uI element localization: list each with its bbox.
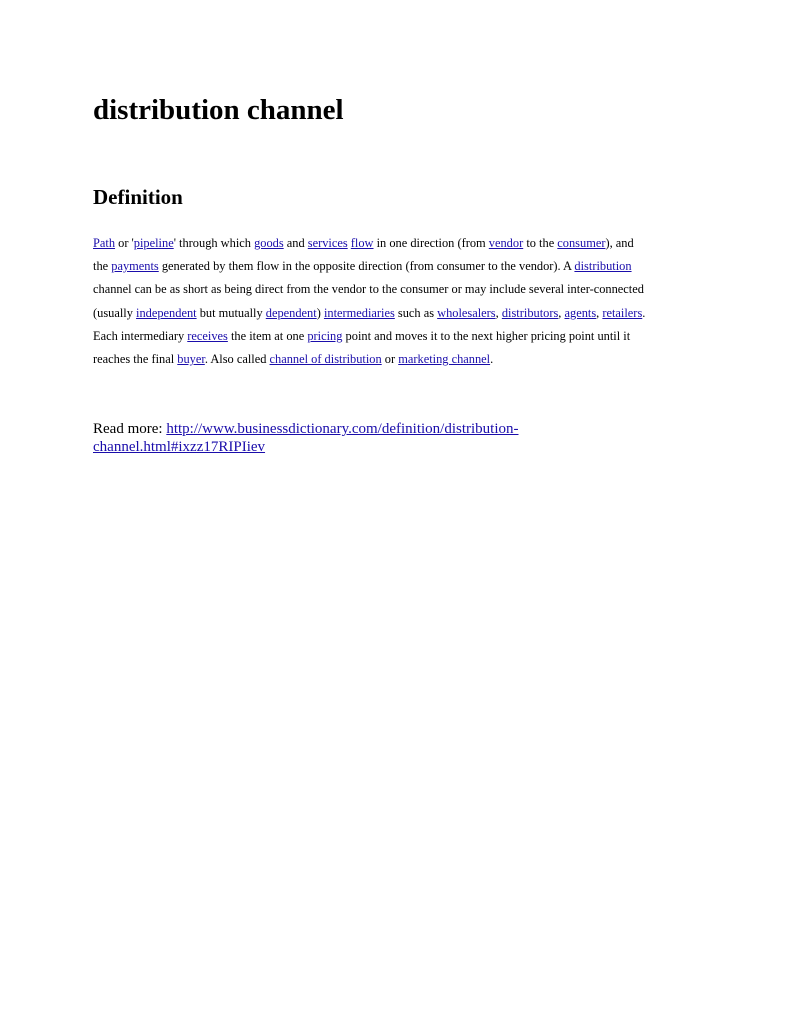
text-fragment: the item at one bbox=[227, 328, 308, 343]
definition-line-2 bbox=[93, 255, 703, 278]
link-pricing[interactable]: pricing bbox=[307, 328, 343, 343]
read-more-link-part-2[interactable]: channel.html#ixzz17RIPIiev bbox=[93, 439, 266, 455]
text-fragment: . Also called bbox=[204, 352, 270, 367]
link-dependent[interactable]: dependent bbox=[265, 305, 317, 320]
definition-line-6 bbox=[93, 348, 703, 371]
link-intermediaries[interactable]: intermediaries bbox=[323, 305, 395, 320]
read-more-line-1 bbox=[93, 420, 703, 438]
page-title: distribution channel bbox=[93, 94, 344, 126]
text-fragment: Each intermediary bbox=[93, 328, 188, 343]
text-fragment: and bbox=[283, 236, 308, 250]
link-channel-of-distribution[interactable]: channel of distribution bbox=[269, 352, 382, 367]
text-fragment: (usually bbox=[93, 305, 137, 320]
link-buyer[interactable]: buyer bbox=[177, 352, 205, 367]
definition-line-5 bbox=[93, 325, 703, 348]
link-path[interactable]: Path bbox=[93, 236, 116, 250]
text-fragment: . bbox=[642, 305, 646, 320]
read-more bbox=[93, 420, 703, 456]
text-fragment: but mutually bbox=[196, 305, 266, 320]
link-consumer[interactable]: consumer bbox=[557, 236, 606, 250]
text-fragment: or bbox=[381, 352, 399, 367]
link-goods[interactable]: goods bbox=[254, 236, 284, 250]
text-fragment: , bbox=[558, 305, 565, 320]
link-services[interactable]: services bbox=[307, 236, 348, 250]
text-fragment: ) bbox=[316, 305, 324, 320]
link-marketing-channel[interactable]: marketing channel bbox=[398, 352, 491, 367]
text-fragment: in one direction (from bbox=[373, 236, 489, 250]
text-fragment: generated by them flow in the opposite direction (from consumer to the vendor). A bbox=[158, 259, 575, 274]
text-fragment: , bbox=[596, 305, 603, 320]
read-more-link-part-1[interactable]: http://www.businessdictionary.com/definition/distribution- bbox=[166, 421, 519, 437]
link-pipeline[interactable]: pipeline bbox=[133, 236, 174, 250]
text-fragment: ' through which bbox=[173, 236, 255, 250]
text-fragment: channel can be as short as being direct from the vendor to the consumer or may include several inter-connected bbox=[93, 282, 644, 297]
link-independent[interactable]: independent bbox=[136, 305, 197, 320]
link-receives[interactable]: receives bbox=[187, 328, 228, 343]
text-fragment: ), and bbox=[605, 236, 634, 250]
text-fragment: to the bbox=[523, 236, 558, 250]
section-heading-definition: Definition bbox=[93, 185, 183, 209]
definition-line-4 bbox=[93, 302, 703, 325]
definition-paragraph bbox=[93, 232, 703, 371]
text-fragment: , bbox=[495, 305, 502, 320]
read-more-label: Read more: bbox=[93, 421, 167, 437]
link-wholesalers[interactable]: wholesalers bbox=[437, 305, 496, 320]
text-fragment: such as bbox=[394, 305, 438, 320]
definition-line-3 bbox=[93, 278, 703, 301]
text-fragment: or ' bbox=[115, 236, 134, 250]
link-vendor[interactable]: vendor bbox=[488, 236, 524, 250]
text-fragment: point and moves it to the next higher pricing point until it bbox=[342, 328, 631, 343]
definition-line-1 bbox=[93, 232, 703, 255]
text-fragment: the bbox=[93, 259, 112, 274]
link-retailers[interactable]: retailers bbox=[602, 305, 643, 320]
link-distributors[interactable]: distributors bbox=[501, 305, 559, 320]
link-flow[interactable]: flow bbox=[350, 236, 374, 250]
read-more-line-2 bbox=[93, 438, 703, 456]
text-fragment: reaches the final bbox=[93, 352, 178, 367]
text-fragment: . bbox=[490, 352, 494, 367]
link-agents[interactable]: agents bbox=[564, 305, 597, 320]
link-payments[interactable]: payments bbox=[111, 259, 159, 274]
link-distribution[interactable]: distribution bbox=[574, 259, 632, 274]
